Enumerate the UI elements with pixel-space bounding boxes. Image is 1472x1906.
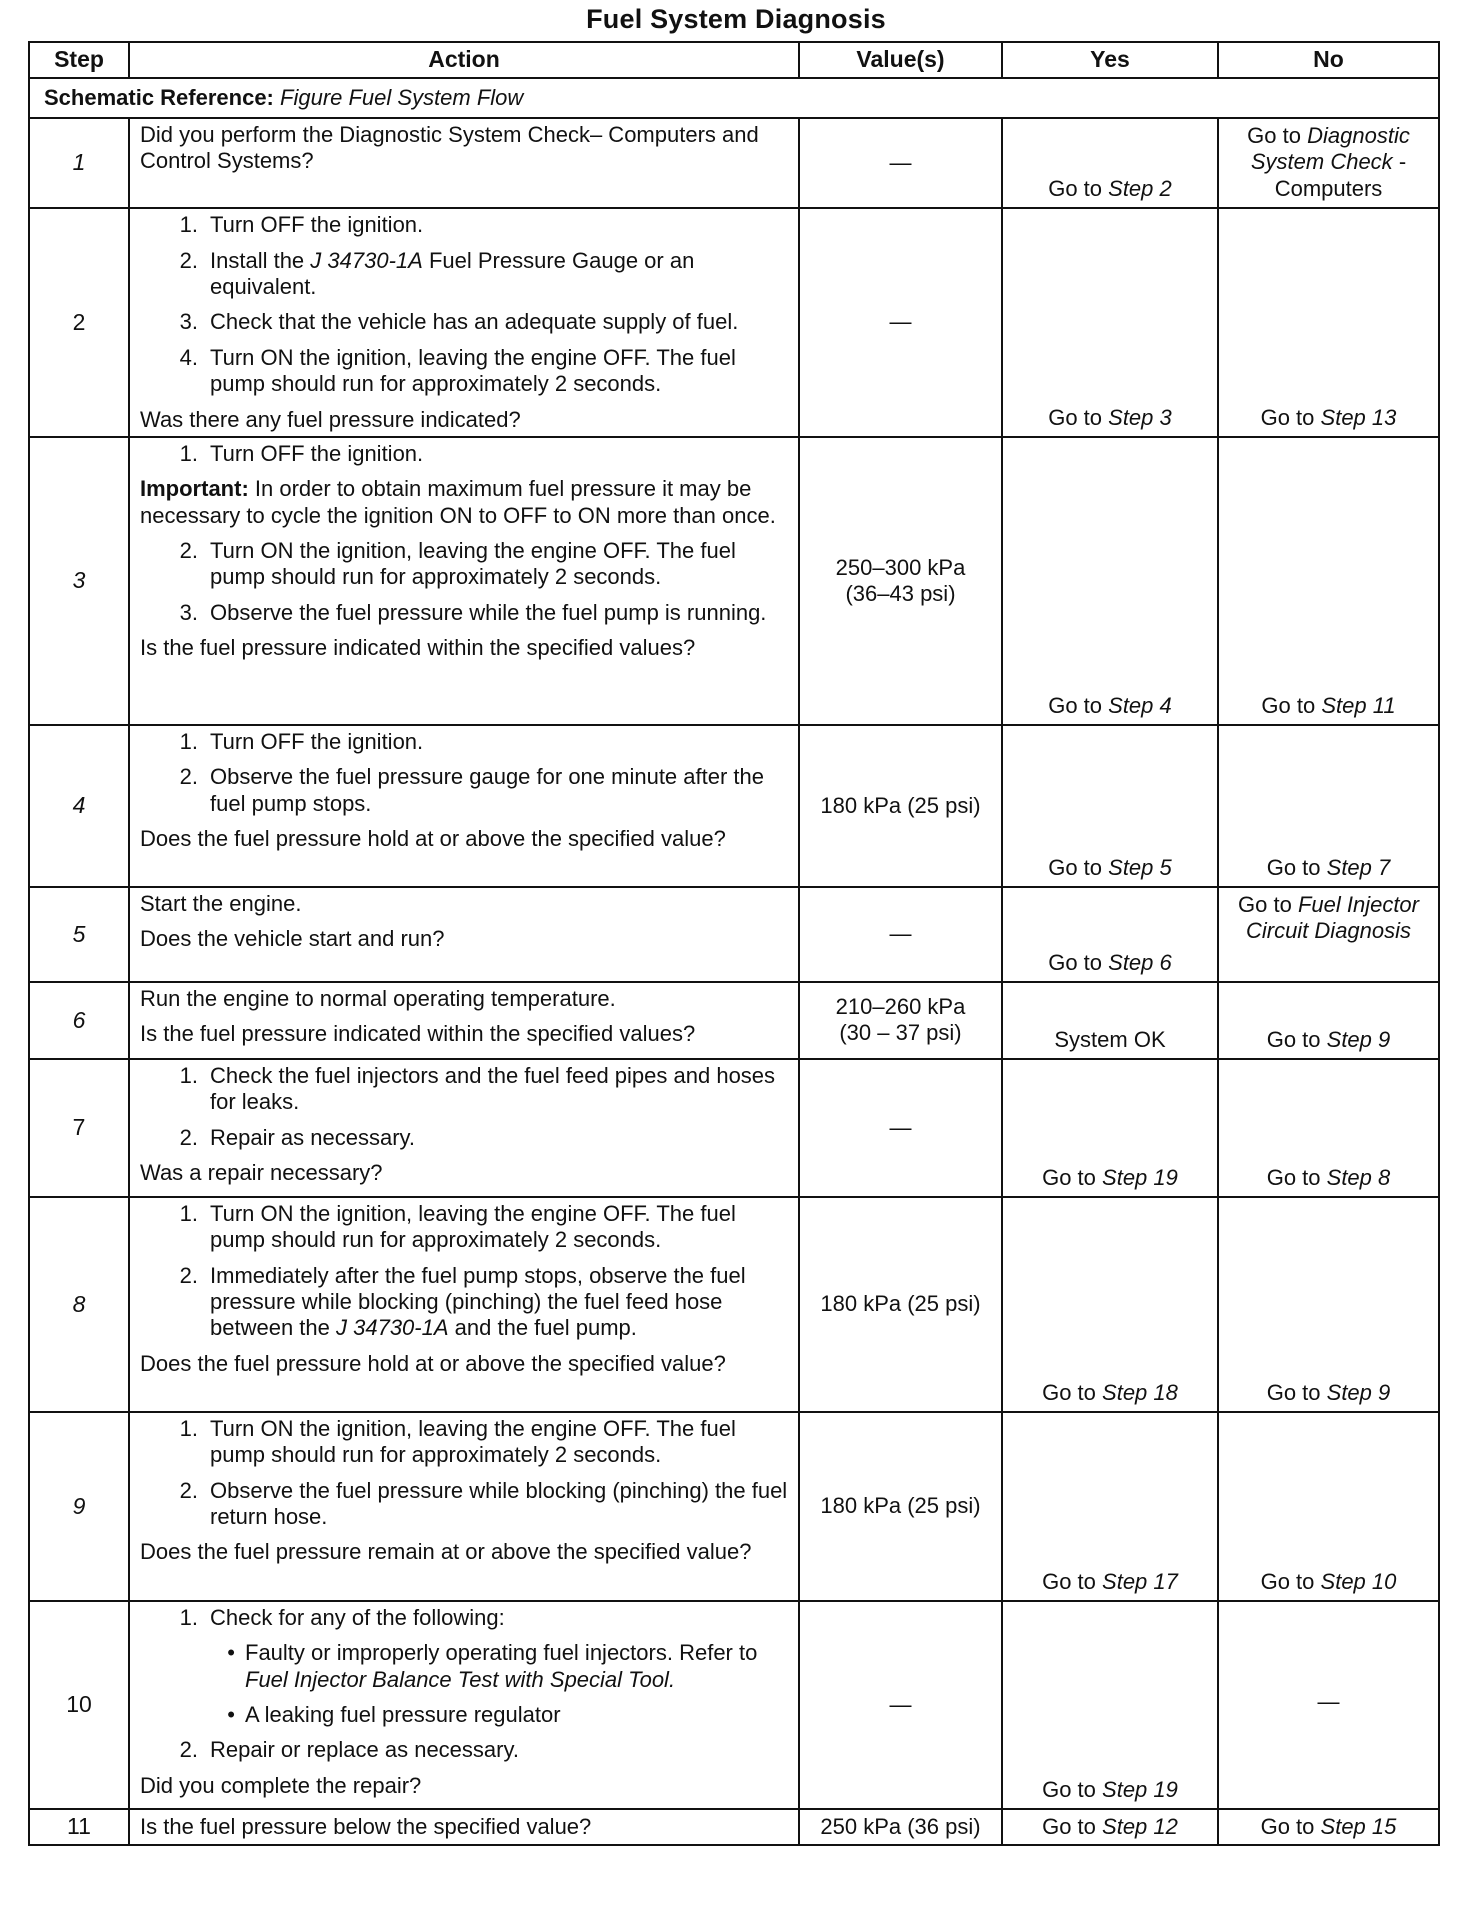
- procedure-ref: Diagnostic System Check: [1250, 123, 1410, 175]
- no-cell: Go to Step 8: [1218, 1059, 1439, 1197]
- yes-cell: Go to Step 17: [1002, 1412, 1218, 1601]
- header-values: Value(s): [799, 42, 1002, 78]
- action-item: 2. Repair as necessary.: [179, 1124, 416, 1150]
- table-row: [29, 1601, 1439, 1809]
- go-to-text: Go to: [1048, 175, 1103, 201]
- no-cell: —: [1218, 1601, 1439, 1809]
- table-row: [29, 118, 1439, 208]
- value-cell: —: [799, 887, 1002, 982]
- action-item: 2. Immediately after the fuel pump stops, observe the fuel pressure while blocking (pinching) the fuel feed hose between the J 34730-1A and the fuel pump.: [179, 1262, 746, 1341]
- action-text: Run the engine to normal operating temperature.: [140, 985, 616, 1011]
- step-ref-number: 2: [1159, 175, 1172, 201]
- no-cell: Go to Step 13: [1218, 208, 1439, 437]
- step-number: 10: [29, 1601, 129, 1809]
- action-text: Start the engine.: [140, 890, 302, 916]
- action-item: 4. Turn ON the ignition, leaving the engine OFF. The fuel pump should run for approximately 2 seconds.: [179, 344, 736, 397]
- action-cell: [129, 1412, 799, 1601]
- action-cell: [129, 437, 799, 725]
- header-action: Action: [129, 42, 799, 78]
- action-item: 2. Repair or replace as necessary.: [179, 1737, 519, 1763]
- step-number: 6: [29, 982, 129, 1059]
- yes-cell: Go to Step 19: [1002, 1601, 1218, 1809]
- no-cell: Go to Step 9: [1218, 1197, 1439, 1412]
- table-row: [29, 1197, 1439, 1412]
- yes-cell: Go to Step 12: [1002, 1809, 1218, 1845]
- action-question: Does the fuel pressure remain at or above the specified value?: [140, 1539, 752, 1565]
- value-cell: —: [799, 118, 1002, 208]
- value-cell: —: [799, 1601, 1002, 1809]
- value-cell: 210–260 kPa (30 – 37 psi): [799, 982, 1002, 1059]
- yes-cell: Go to Step 4: [1002, 437, 1218, 725]
- header-row: [29, 42, 1439, 78]
- no-cell: Go to Step 11: [1218, 437, 1439, 725]
- action-cell: [129, 1197, 799, 1412]
- procedure-ref-suffix: - Computers: [1274, 149, 1407, 201]
- action-question: Does the fuel pressure hold at or above the specified value?: [140, 826, 726, 852]
- action-cell: [129, 1601, 799, 1809]
- action-item: 2. Install the J 34730-1A Fuel Pressure Gauge or an equivalent.: [179, 247, 695, 299]
- header-step: Step: [29, 42, 129, 78]
- step-number: 8: [29, 1197, 129, 1412]
- action-item: 3. Observe the fuel pressure while the fuel pump is running.: [179, 599, 767, 625]
- table-row: [29, 1809, 1439, 1845]
- value-cell: 180 kPa (25 psi): [799, 725, 1002, 887]
- schematic-row: [29, 78, 1439, 118]
- action-item: 1. Turn ON the ignition, leaving the engine OFF. The fuel pump should run for approximately 2 seconds.: [179, 1415, 736, 1468]
- value-cell: 180 kPa (25 psi): [799, 1197, 1002, 1412]
- no-cell: Go to Step 9: [1218, 982, 1439, 1059]
- action-question: Does the fuel pressure hold at or above the specified value?: [140, 1350, 726, 1376]
- no-cell: Go to Step 10: [1218, 1412, 1439, 1601]
- table-row: [29, 1412, 1439, 1601]
- action-item: 2. Observe the fuel pressure while blocking (pinching) the fuel return hose.: [179, 1477, 788, 1530]
- step-number: 11: [29, 1809, 129, 1845]
- action-question: Is the fuel pressure below the specified value?: [140, 1813, 592, 1839]
- bullet-item: • A leaking fuel pressure regulator: [227, 1702, 561, 1728]
- header-yes: Yes: [1002, 42, 1218, 78]
- action-cell: [129, 118, 799, 208]
- schematic-reference: [29, 78, 1439, 118]
- table-row: [29, 725, 1439, 887]
- yes-cell: Go to Step 19: [1002, 1059, 1218, 1197]
- action-question: Did you complete the repair?: [140, 1772, 422, 1798]
- action-question: Did you perform the Diagnostic System Check– Computers and Control Systems?: [140, 122, 759, 174]
- action-cell: [129, 1059, 799, 1197]
- action-item: 1. Check the fuel injectors and the fuel feed pipes and hoses for leaks.: [179, 1062, 776, 1115]
- value-cell: 250–300 kPa (36–43 psi): [799, 437, 1002, 725]
- yes-cell: [1002, 118, 1218, 208]
- page-title: Fuel System Diagnosis: [586, 4, 886, 34]
- action-cell: [129, 1809, 799, 1845]
- value-cell: —: [799, 1059, 1002, 1197]
- action-cell: [129, 208, 799, 437]
- schematic-figure-ref: Figure Fuel System Flow: [280, 84, 524, 110]
- table-row: [29, 887, 1439, 982]
- go-to-text: Go to: [1247, 123, 1301, 148]
- action-item: 2. Turn ON the ignition, leaving the engine OFF. The fuel pump should run for approximately 2 seconds.: [179, 538, 736, 590]
- step-number: 1: [29, 118, 129, 208]
- action-item: 3. Check that the vehicle has an adequate supply of fuel.: [179, 309, 739, 335]
- action-item: 1. Turn ON the ignition, leaving the engine OFF. The fuel pump should run for approximately 2 seconds.: [179, 1200, 736, 1253]
- no-cell: Go to Step 7: [1218, 725, 1439, 887]
- yes-cell: Go to Step 18: [1002, 1197, 1218, 1412]
- action-item: 1. Turn OFF the ignition.: [179, 440, 424, 466]
- fuel-diagnosis-table: [28, 41, 1440, 1846]
- yes-cell: Go to Step 5: [1002, 725, 1218, 887]
- yes-cell: Go to Step 3: [1002, 208, 1218, 437]
- action-item: 2. Observe the fuel pressure gauge for one minute after the fuel pump stops.: [179, 764, 764, 816]
- step-number: 4: [29, 725, 129, 887]
- action-item: 1. Turn OFF the ignition.: [179, 212, 424, 238]
- no-cell: Go to Fuel Injector Circuit Diagnosis: [1218, 887, 1439, 982]
- action-cell: [129, 887, 799, 982]
- table-row: [29, 982, 1439, 1059]
- action-item: 1. Turn OFF the ignition.: [179, 728, 424, 754]
- table-row: [29, 437, 1439, 725]
- yes-cell: System OK: [1002, 982, 1218, 1059]
- schematic-label: Schematic Reference:: [44, 84, 274, 110]
- no-cell: Go to Step 15: [1218, 1809, 1439, 1845]
- step-number: 3: [29, 437, 129, 725]
- header-no: No: [1218, 42, 1439, 78]
- action-cell: [129, 725, 799, 887]
- action-question: Does the vehicle start and run?: [140, 926, 445, 952]
- no-cell: [1218, 118, 1439, 208]
- value-cell: 250 kPa (36 psi): [799, 1809, 1002, 1845]
- step-number: 5: [29, 887, 129, 982]
- table-row: [29, 1059, 1439, 1197]
- important-note: Important: In order to obtain maximum fuel pressure it may be necessary to cycle the ignition ON to OFF to ON more than once.: [140, 476, 776, 528]
- value-cell: —: [799, 208, 1002, 437]
- action-question: Was there any fuel pressure indicated?: [140, 406, 521, 432]
- step-number: 7: [29, 1059, 129, 1197]
- value-cell: 180 kPa (25 psi): [799, 1412, 1002, 1601]
- yes-cell: Go to Step 6: [1002, 887, 1218, 982]
- step-ref-label: Step: [1108, 175, 1154, 201]
- action-question: Is the fuel pressure indicated within the specified values?: [140, 635, 696, 661]
- action-cell: [129, 982, 799, 1059]
- action-item: 1. Check for any of the following:: [179, 1604, 505, 1630]
- action-question: Was a repair necessary?: [140, 1160, 383, 1186]
- step-number: 9: [29, 1412, 129, 1601]
- table-row: [29, 208, 1439, 437]
- action-question: Is the fuel pressure indicated within the specified values?: [140, 1021, 696, 1047]
- bullet-item: • Faulty or improperly operating fuel injectors. Refer to Fuel Injector Balance Test with Special Tool.: [227, 1640, 758, 1692]
- step-number: 2: [29, 208, 129, 437]
